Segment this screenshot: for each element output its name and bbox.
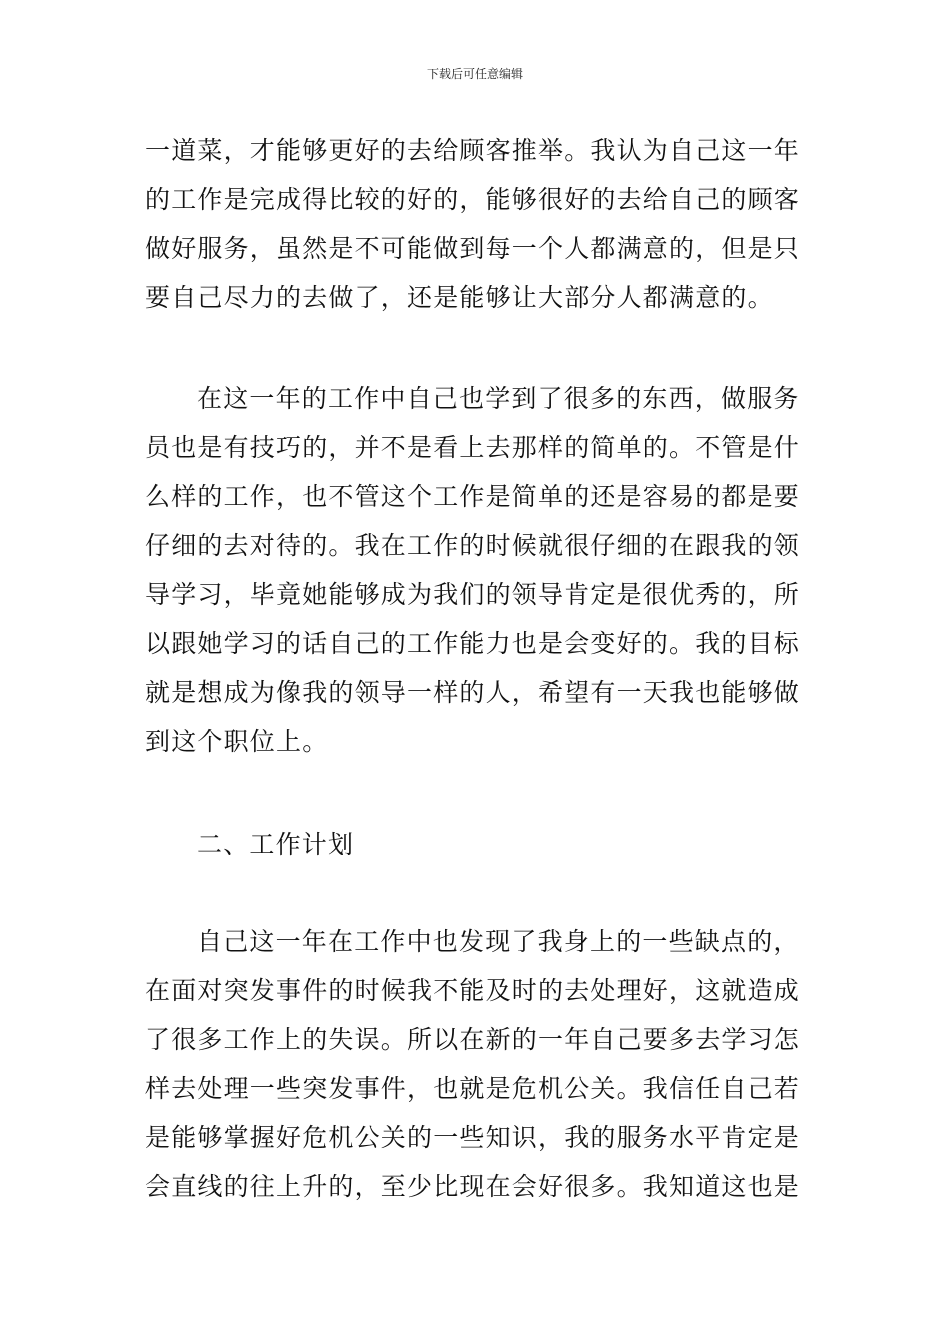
paragraph-line: 的工作是完成得比较的好的，能够很好的去给自己的顾客 bbox=[145, 185, 801, 214]
paragraph-line: 一道菜，才能够更好的去给顾客推举。我认为自己这一年 bbox=[145, 136, 801, 165]
paragraph-line: 仔细的去对待的。我在工作的时候就很仔细的在跟我的领 bbox=[145, 531, 801, 560]
paragraph-line: 到这个职位上。 bbox=[145, 727, 329, 756]
section-heading-text: 二、工作计划 bbox=[197, 830, 355, 859]
page-header-note: 下载后可任意编辑 bbox=[426, 67, 523, 81]
paragraph-3 bbox=[145, 917, 810, 1211]
paragraph-line: 导学习，毕竟她能够成为我们的领导肯定是很优秀的，所 bbox=[145, 580, 801, 609]
paragraph-1 bbox=[145, 126, 810, 322]
paragraph-line: 做好服务，虽然是不可能做到每一个人都满意的，但是只 bbox=[145, 234, 801, 263]
paragraph-line: 会直线的往上升的，至少比现在会好很多。我知道这也是 bbox=[145, 1172, 801, 1201]
paragraph-line: 在这一年的工作中自己也学到了很多的东西，做服务 bbox=[197, 384, 800, 413]
paragraph-line: 样去处理一些突发事件，也就是危机公关。我信任自己若 bbox=[145, 1074, 801, 1103]
paragraph-2 bbox=[145, 374, 810, 766]
paragraph-line: 在面对突发事件的时候我不能及时的去处理好，这就造成 bbox=[145, 976, 801, 1005]
paragraph-line: 就是想成为像我的领导一样的人，希望有一天我也能够做 bbox=[145, 678, 801, 707]
paragraph-line: 员也是有技巧的，并不是看上去那样的简单的。不管是什 bbox=[145, 433, 801, 462]
paragraph-line: 以跟她学习的话自己的工作能力也是会变好的。我的目标 bbox=[145, 629, 801, 658]
section-heading bbox=[145, 820, 810, 869]
paragraph-line: 自己这一年在工作中也发现了我身上的一些缺点的， bbox=[197, 927, 800, 956]
paragraph-line: 要自己尽力的去做了，还是能够让大部分人都满意的。 bbox=[145, 283, 774, 312]
paragraph-line: 是能够掌握好危机公关的一些知识，我的服务水平肯定是 bbox=[145, 1123, 801, 1152]
paragraph-line: 了很多工作上的失误。所以在新的一年自己要多去学习怎 bbox=[145, 1025, 801, 1054]
paragraph-line: 么样的工作，也不管这个工作是简单的还是容易的都是要 bbox=[145, 482, 801, 511]
